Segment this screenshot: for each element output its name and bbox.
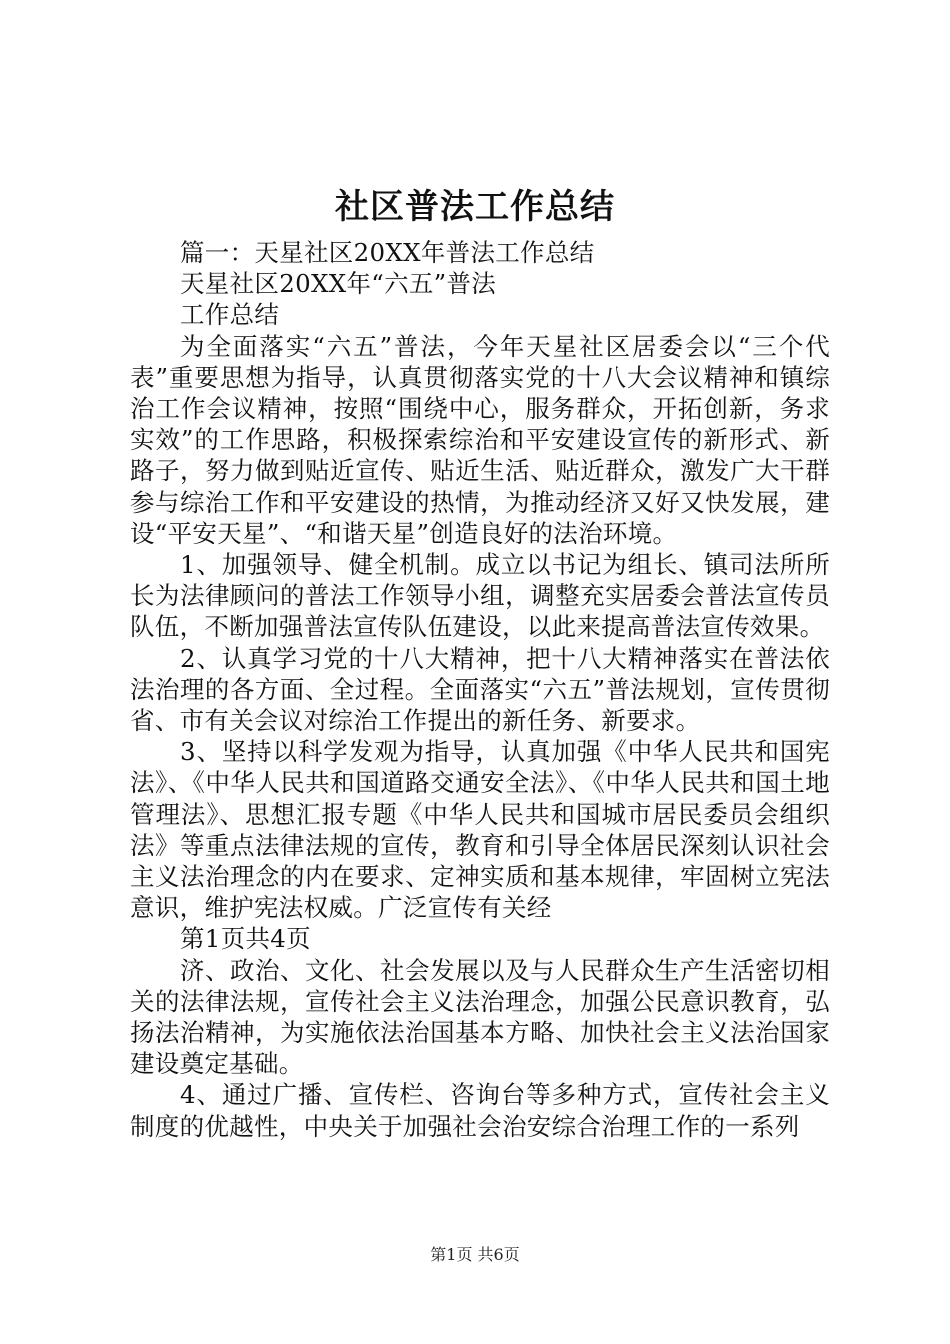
inline-page-marker: 第1页共4页 [180, 924, 311, 954]
paragraph-item-2: 2、认真学习党的十八大精神，把十八大精神落实在普法依法治理的各方面、全过程。全面落实“六五”普法规划，宣传贯彻省、市有关会议对综治工作提出的新任务、新要求。 [130, 643, 830, 736]
heading-line-3: 工作总结 [180, 300, 280, 330]
paragraph-item-4: 4、通过广播、宣传栏、咨询台等多种方式，宣传社会主义制度的优越性，中央关于加强社会治安综合治理工作的一系列 [130, 1080, 830, 1141]
page-footer: 第1页 共6页 [430, 1245, 520, 1264]
paragraph-item-3: 3、坚持以科学发观为指导，认真加强《中华人民共和国宪法》、《中华人民共和国道路交通安全法》、《中华人民共和国土地管理法》、思想汇报专题《中华人民共和国城市居民委员会组织法》等重点法律法规的宣传，教育和引导全体居民深刻认识社会主义法治理念的内在要求、定神实质和基本规律，牢固树立宪法意识，维护宪法权威。广泛宣传有关经 [130, 737, 830, 923]
paragraph-intro: 为全面落实“六五”普法，今年天星社区居委会以“三个代表”重要思想为指导，认真贯彻落实党的十八大会议精神和镇综治工作会议精神，按照“围绕中心，服务群众，开拓创新，务求实效”的工作思路，积极探索综治和平安建设宣传的新形式、新路子，努力做到贴近宣传、贴近生活、贴近群众，激发广大干群参与综治工作和平安建设的热情，为推动经济又好又快发展，建设“平安天星”、“和谐天星”创造良好的法治环境。 [130, 331, 831, 548]
document-body [130, 237, 830, 1142]
heading-line-2: 天星社区20XX年“六五”普法 [180, 269, 497, 299]
document-title: 社区普法工作总结 [335, 187, 615, 227]
paragraph-continuation: 济、政治、文化、社会发展以及与人民群众生产生活密切相关的法律法规，宣传社会主义法治理念，加强公民意识教育，弘扬法治精神，为实施依法治国基本方略、加快社会主义法治国家建设奠定基础。 [130, 955, 830, 1079]
heading-line-1: 篇一：天星社区20XX年普法工作总结 [180, 238, 595, 267]
paragraph-item-1: 1、加强领导、健全机制。成立以书记为组长、镇司法所所长为法律顾问的普法工作领导小组，调整充实居委会普法宣传员队伍，不断加强普法宣传队伍建设，以此来提高普法宣传效果。 [130, 550, 830, 642]
